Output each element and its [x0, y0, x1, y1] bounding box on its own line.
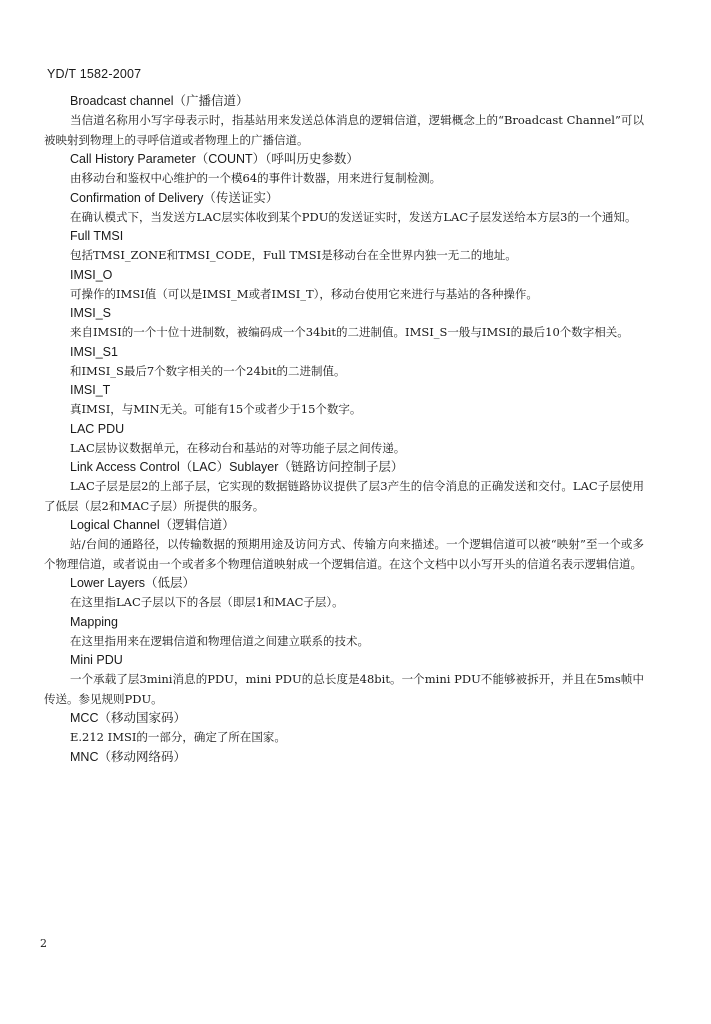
term-broadcast-channel: Broadcast channel（广播信道） [70, 94, 249, 108]
term-imsi-s: IMSI_S [70, 306, 111, 320]
definition-mcc: E.212 IMSI的一部分，确定了所在国家。 [70, 730, 286, 744]
standard-number-header: YD/T 1582-2007 [47, 67, 142, 81]
definition-confirmation-of-delivery: 在确认模式下，当发送方LAC层实体收到某个PDU的发送证实时，发送方LAC子层发送给本方层3的一个通知。 [70, 209, 637, 224]
term-imsi-s1: IMSI_S1 [70, 344, 118, 359]
page-number: 2 [40, 937, 47, 950]
definition-broadcast-channel: 当信道名称用小写字母表示时，指基站用来发送总体消息的逻辑信道，逻辑概念上的“Broadcast Channel”可以被映射到物理上的寻呼信道或者物理上的广播信道。 [44, 113, 644, 147]
definition-imsi-s1: 和IMSI_S最后7个数字相关的一个24bit的二进制值。 [70, 363, 346, 378]
definition-logical-channel: 站/台间的通路径，以传输数据的预期用途及访问方式、传输方向来描述。一个逻辑信道可以被“映射”至一个或多个物理信道，或者说由一个或者多个物理信道映射成一个逻辑信道。在这个文档中以小写开头的信道名表示逻辑信道。 [44, 537, 644, 571]
term-lower-layers: Lower Layers（低层） [70, 576, 196, 590]
term-mcc: MCC（移动国家码） [70, 711, 186, 725]
definition-link-access-control-sublayer: LAC子层是层2的上部子层，它实现的数据链路协议提供了层3产生的信令消息的正确发送和交付。LAC子层使用了低层（层2和MAC子层）所提供的服务。 [44, 479, 644, 513]
term-confirmation-of-delivery: Confirmation of Delivery（传送证实） [70, 190, 279, 205]
definition-mini-pdu: 一个承载了层3mini消息的PDU，mini PDU的总长度是48bit。一个mini PDU不能够被拆开，并且在5ms帧中传送。参见规则PDU。 [44, 672, 644, 706]
glossary-body [44, 92, 644, 767]
term-call-history-parameter: Call History Parameter（COUNT）（呼叫历史参数） [70, 152, 359, 166]
term-mnc: MNC（移动网络码） [70, 749, 186, 764]
term-link-access-control-sublayer: Link Access Control（LAC）Sublayer（链路访问控制子层） [70, 460, 404, 474]
term-logical-channel: Logical Channel（逻辑信道） [70, 518, 235, 532]
term-full-tmsi: Full TMSI [70, 229, 124, 243]
term-lac-pdu: LAC PDU [70, 421, 125, 436]
definition-lac-pdu: LAC层协议数据单元，在移动台和基站的对等功能子层之间传递。 [70, 440, 406, 455]
definition-imsi-s: 来自IMSI的一个十位十进制数，被编码成一个34bit的二进制值。IMSI_S一般与IMSI的最后10个数字相关。 [70, 325, 629, 339]
definition-imsi-o: 可操作的IMSI值（可以是IMSI_M或者IMSI_T），移动台使用它来进行与基站的各种操作。 [70, 286, 538, 301]
definition-call-history-parameter: 由移动台和鉴权中心维护的一个模64的事件计数器，用来进行复制检测。 [70, 171, 442, 185]
definition-lower-layers: 在这里指LAC子层以下的各层（即层1和MAC子层）。 [70, 595, 344, 609]
term-mini-pdu: Mini PDU [70, 653, 123, 667]
definition-full-tmsi: 包括TMSI_ZONE和TMSI_CODE，Full TMSI是移动台在全世界内独一无二的地址。 [70, 248, 517, 262]
term-imsi-o: IMSI_O [70, 267, 113, 282]
term-imsi-t: IMSI_T [70, 383, 111, 397]
definition-imsi-t: 真IMSI，与MIN无关。可能有15个或者少于15个数字。 [70, 402, 362, 416]
term-mapping: Mapping [70, 614, 118, 629]
definition-mapping: 在这里指用来在逻辑信道和物理信道之间建立联系的技术。 [70, 633, 369, 648]
